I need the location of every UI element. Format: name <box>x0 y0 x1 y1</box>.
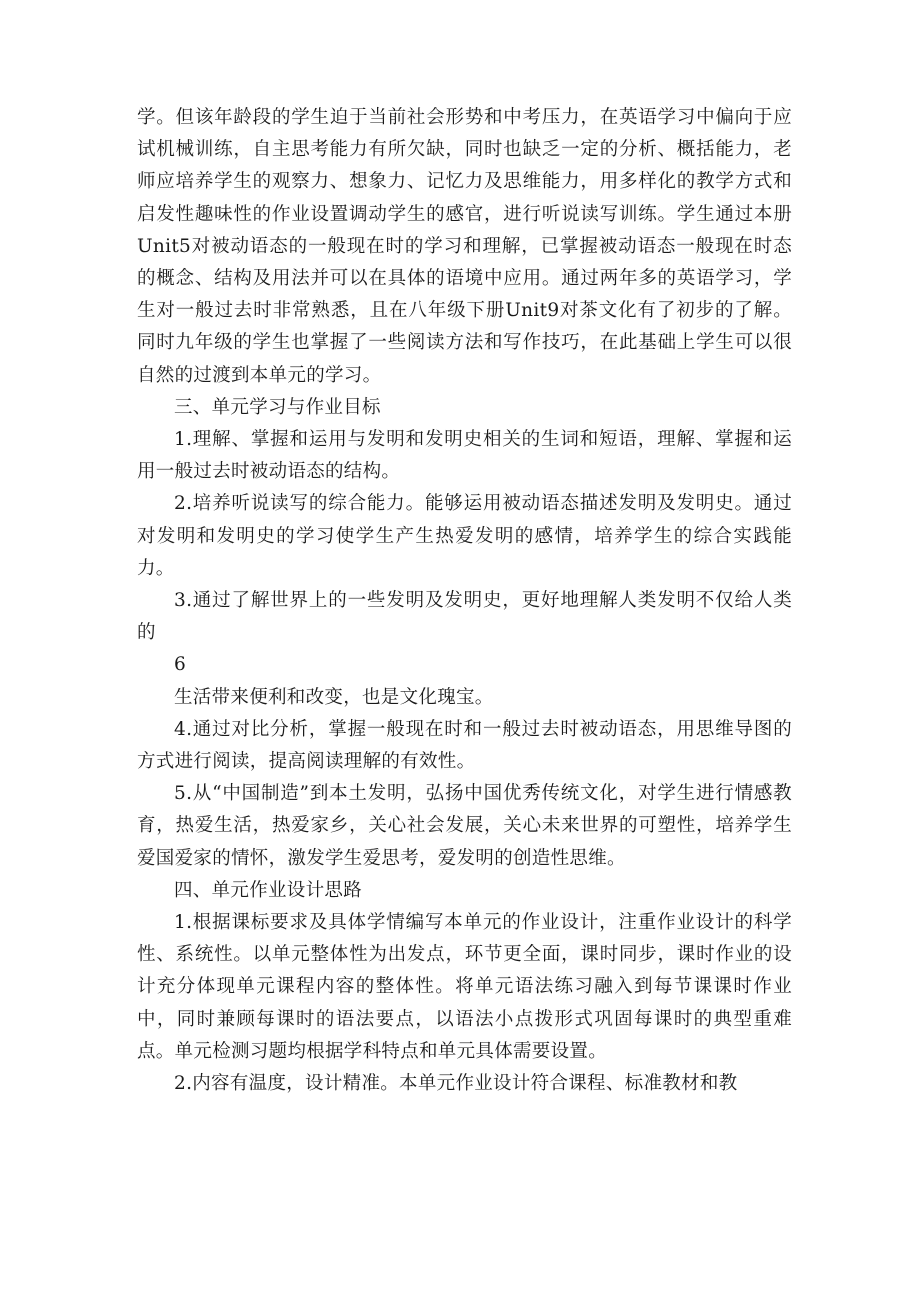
goal-item-3-continued: 生活带来便利和改变，也是文化瑰宝。 <box>174 686 494 708</box>
page-number: 6 <box>174 654 187 676</box>
goal-item-4: 4.通过对比分析，掌握一般现在时和一般过去时被动语态，用思维导图的方式进行阅读，提高阅读理解的有效性。 <box>137 718 792 773</box>
goal-item-2: 2.培养听说读写的综合能力。能够运用被动语态描述发明及发明史。通过对发明和发明史的学习使学生产生热爱发明的感情，培养学生的综合实践能力。 <box>137 493 792 579</box>
paragraph-learner-analysis: 学。但该年龄段的学生迫于当前社会形势和中考压力，在英语学习中偏向于应试机械训练，自主思考能力有所欠缺，同时也缺乏一定的分析、概括能力，老师应培养学生的观察力、想象力、记忆力及思维能力，用多样化的教学方式和启发性趣味性的作业设置调动学生的感官，进行听说读写训练。学生通过本册Unit5对被动语态的一般现在时的学习和理解，已掌握被动语态一般现在时态的概念、结构及用法并可以在具体的语境中应用。通过两年多的英语学习，学生对一般过去时非常熟悉，且在八年级下册Unit9对茶文化有了初步的了解。同时九年级的学生也掌握了一些阅读方法和写作技巧，在此基础上学生可以很自然的过渡到本单元的学习。 <box>137 107 792 386</box>
goal-item-5: 5.从“中国制造”到本土发明，弘扬中国优秀传统文化，对学生进行情感教育，热爱生活，热爱家乡，关心社会发展，关心未来世界的可塑性，培养学生爱国爱家的情怀，激发学生爱思考，爱发明的创造性思维。 <box>137 783 792 869</box>
section-heading-design: 四、单元作业设计思路 <box>174 879 363 901</box>
goal-item-3: 3.通过了解世界上的一些发明及发明史，更好地理解人类发明不仅给人类的 <box>137 590 792 644</box>
design-item-2: 2.内容有温度，设计精准。本单元作业设计符合课程、标准教材和教 <box>174 1073 738 1095</box>
goal-item-1: 1.理解、掌握和运用与发明和发明史相关的生词和短语，理解、掌握和运用一般过去时被动语态的结构。 <box>137 429 792 483</box>
section-heading-goals: 三、单元学习与作业目标 <box>174 396 381 418</box>
design-item-1: 1.根据课标要求及具体学情编写本单元的作业设计，注重作业设计的科学性、系统性。以单元整体性为出发点，环节更全面，课时同步，课时作业的设计充分体现单元课程内容的整体性。将单元语法练习融入到每节课课时作业中，同时兼顾每课时的语法要点，以语法小点拨形式巩固每课时的典型重难点。单元检测习题均根据学科特点和单元具体需要设置。 <box>137 912 792 1062</box>
document-page <box>137 102 792 1100</box>
